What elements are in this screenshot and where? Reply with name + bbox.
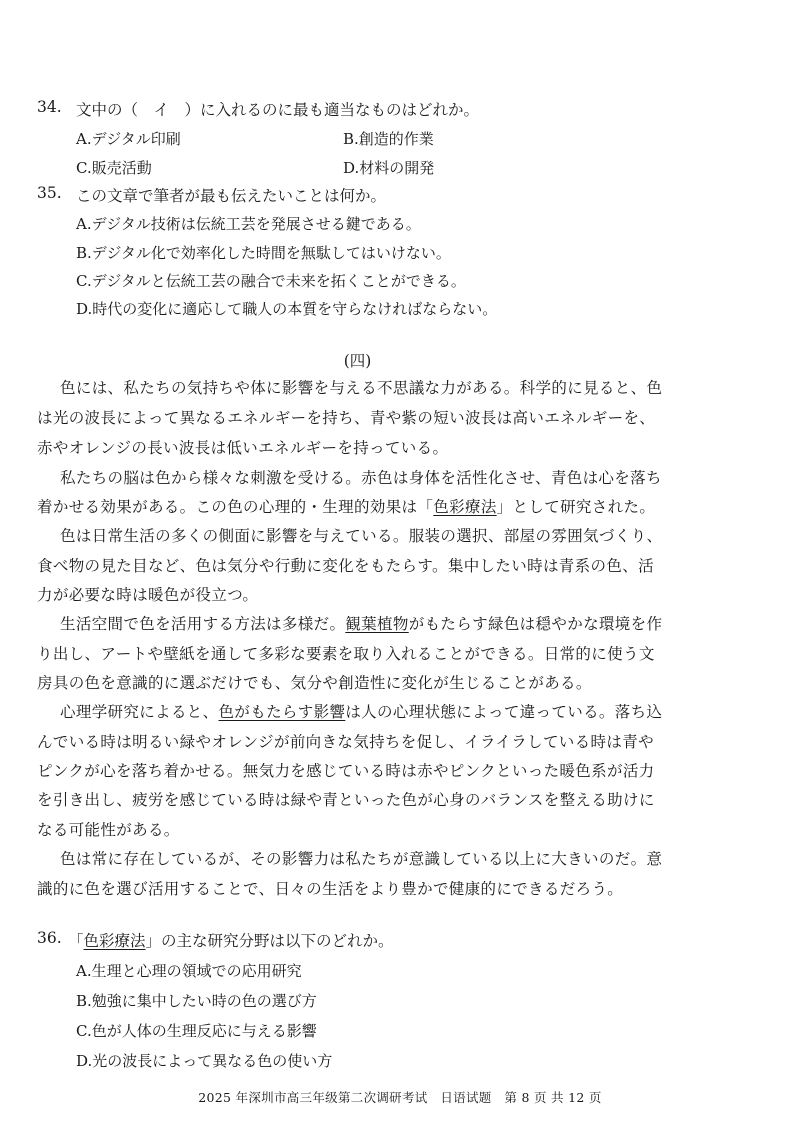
section-heading: (四) (343, 352, 372, 370)
question-34-stem: 文中の（ イ ）に入れるのに最も適当なものはどれか。 (76, 101, 480, 119)
passage-line: 食べ物の見た目など、色は気分や行動に変化をもたらす。集中したい時は青系の色、活 (37, 557, 654, 575)
passage-line: 着かせる効果がある。この色の心理的・生理的効果は「色彩療法」として研究された。 (37, 498, 656, 516)
question-36-stem: 「色彩療法」の主な研究分野は以下のどれか。 (68, 932, 394, 950)
passage-line: ピンクが心を落ち着かせる。無気力を感じている時は赤やピンクといった暖色系が活力 (37, 762, 655, 780)
underlined-term-color-influence: 色がもたらす影響 (218, 703, 346, 721)
passage-line: を引き出し、疲労を感じている時は緑や青といった色が心身のバランスを整える助けに (37, 791, 655, 809)
question-35-number: 35. (37, 184, 62, 202)
question-35-option-a: A.デジタル技術は伝統工芸を発展させる鍵である。 (76, 215, 421, 233)
question-35-option-d: D.時代の変化に適応して職人の本質を守らなければならない。 (76, 300, 498, 318)
passage-line: 力が必要な時は暖色が役立つ。 (37, 586, 259, 604)
question-34-number: 34. (37, 98, 62, 116)
underlined-term-color-therapy: 色彩療法 (83, 932, 146, 950)
passage-line: 識的に色を選び活用することで、日々の生活をより豊かで健康的にできるだろう。 (37, 880, 624, 898)
passage-line: んでいる時は明るい緑やオレンジが前向きな気持ちを促し、イライラしている時は青や (37, 733, 654, 751)
passage-line: 生活空間で色を活用する方法は多様だ。観葉植物がもたらす緑色は穏やかな環境を作 (60, 615, 663, 633)
passage-line: 私たちの脳は色から様々な刺激を受ける。赤色は身体を活性化させ、青色は心を落ち (60, 469, 662, 487)
question-34-option-c: C.販売活動 (76, 159, 152, 177)
question-35-option-b: B.デジタル化で効率化した時間を無駄してはいけない。 (76, 244, 451, 262)
question-36-option-b: B.勉強に集中したい時の色の選び方 (76, 992, 317, 1010)
question-36-option-d: D.光の波長によって異なる色の使い方 (76, 1052, 333, 1070)
question-36-number: 36. (37, 929, 62, 947)
underlined-term-houseplants: 観葉植物 (345, 615, 409, 633)
passage-line: 色は日常生活の多くの側面に影響を与えている。服装の選択、部屋の雰囲気づくり、 (60, 527, 663, 545)
passage-line: 色には、私たちの気持ちや体に影響を与える不思議な力がある。科学的に見ると、色 (60, 379, 663, 397)
passage-line: 赤やオレンジの長い波長は低いエネルギーを持っている。 (37, 439, 449, 457)
question-35-option-c: C.デジタルと伝統工芸の融合で未来を拓くことができる。 (76, 272, 466, 290)
underlined-term-color-therapy: 色彩療法 (433, 498, 497, 516)
question-36-option-a: A.生理と心理の領域での応用研究 (76, 962, 302, 980)
question-34-option-a: A.デジタル印刷 (76, 130, 181, 148)
passage-line: 色は常に存在しているが、その影響力は私たちが意識している以上に大きいのだ。意 (60, 850, 663, 868)
question-34-option-b: B.創造的作業 (343, 130, 434, 148)
passage-line: り出し、アートや壁紙を通して多彩な要素を取り入れることができる。日常的に使う文 (37, 645, 655, 663)
question-35-stem: この文章で筆者が最も伝えたいことは何か。 (76, 187, 387, 205)
passage-line: なる可能性がある。 (37, 821, 180, 839)
question-36-option-c: C.色が人体の生理反応に与える影響 (76, 1022, 317, 1040)
passage-line: は光の波長によって異なるエネルギーを持ち、青や紫の短い波長は高いエネルギーを、 (37, 409, 656, 427)
question-34-option-d: D.材料の開発 (343, 159, 435, 177)
passage-line: 房具の色を意識的に選ぶだけでも、気分や創造性に変化が生じることがある。 (37, 674, 592, 692)
page-footer: 2025 年深圳市高三年级第二次调研考试 日语试题 第 8 页 共 12 页 (198, 1090, 602, 1105)
passage-line: 心理学研究によると、色がもたらす影響は人の心理状態によって違っている。落ち込 (60, 703, 663, 721)
